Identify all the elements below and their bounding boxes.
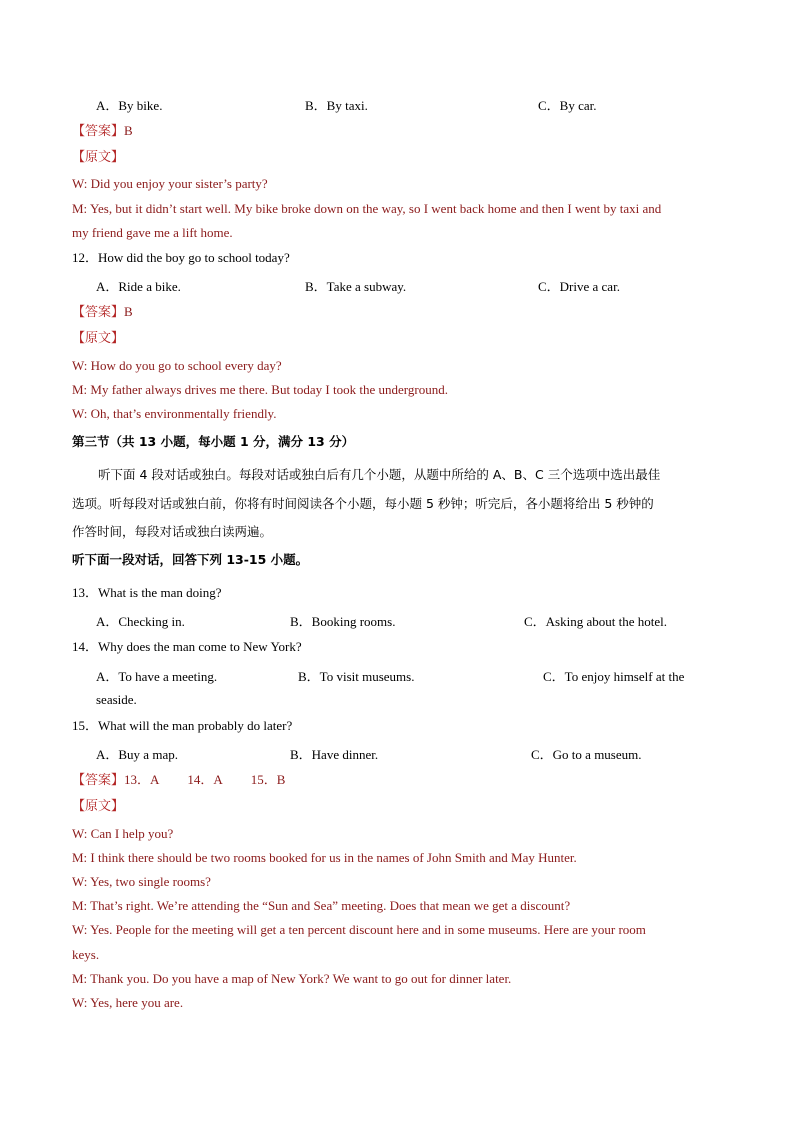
- q11-script-line: M: Yes, but it didn’t start well. My bike broke down on the way, so I went back home and then I went by taxi and: [72, 201, 662, 216]
- q12-script-line: W: Oh, that’s environmentally friendly.: [72, 406, 277, 421]
- q14-question: 14．Why does the man come to New York?: [72, 639, 302, 654]
- q11-option-b: B．By taxi.: [305, 98, 368, 113]
- instruction-line: 作答时间，每段对话或独白读两遍。: [72, 524, 273, 539]
- q12-question: 12．How did the boy go to school today?: [72, 250, 290, 265]
- q12-option-b: B．Take a subway.: [305, 279, 407, 294]
- q15-question: 15．What will the man probably do later?: [72, 718, 293, 733]
- q13-15-script-line: W: Can I help you?: [72, 826, 174, 841]
- q12-answer: [72, 303, 133, 322]
- answer-tag: 【答案】: [72, 305, 125, 320]
- q14-option-a: A．To have a meeting.: [96, 669, 218, 684]
- q14-option-b: B．To visit museums.: [298, 669, 415, 684]
- q11-script-line: W: Did you enjoy your sister’s party?: [72, 176, 268, 191]
- answer-value: 14．A: [187, 772, 223, 787]
- answer-tag: 【答案】: [72, 773, 125, 788]
- q15-option-c: C．Go to a museum.: [531, 747, 642, 762]
- q13-15-script-line: M: I think there should be two rooms booked for us in the names of John Smith and May Hunter.: [72, 850, 577, 865]
- q11-answer: [72, 122, 133, 141]
- q12-script-line: W: How do you go to school every day?: [72, 358, 282, 373]
- q15-option-b: B．Have dinner.: [290, 747, 379, 762]
- q13-15-script-line: W: Yes, two single rooms?: [72, 874, 211, 889]
- q15-option-a: A．Buy a map.: [96, 747, 178, 762]
- q13-15-script-line: M: That’s right. We’re attending the “Sun and Sea” meeting. Does that mean we get a discount?: [72, 898, 571, 913]
- answer-value: 13．A: [124, 772, 160, 787]
- q13-option-b: B．Booking rooms.: [290, 614, 396, 629]
- q13-option-c: C．Asking about the hotel.: [524, 614, 667, 629]
- instruction-line: 听下面 4 段对话或独白。每段对话或独白后有几个小题，从题中所给的 A、B、C 三个选项中选出最佳: [98, 467, 661, 482]
- q12-option-c: C．Drive a car.: [538, 279, 620, 294]
- q13-15-script-line: W: Yes. People for the meeting will get a ten percent discount here and in some museums. Here are your room: [72, 922, 646, 937]
- q14-option-c: C．To enjoy himself at the: [543, 669, 685, 684]
- q13-15-answer: [72, 771, 285, 790]
- answer-tag: 【答案】: [72, 124, 125, 139]
- q13-question: 13．What is the man doing?: [72, 585, 222, 600]
- q13-15-text-tag: 【原文】: [72, 799, 125, 814]
- q13-15-script-line: M: Thank you. Do you have a map of New York? We want to go out for dinner later.: [72, 971, 512, 986]
- answer-value: B: [124, 123, 133, 138]
- q12-script-line: M: My father always drives me there. But today I took the underground.: [72, 382, 448, 397]
- q11-script-line: my friend gave me a lift home.: [72, 225, 233, 240]
- q14-option-c-continued: seaside.: [96, 692, 137, 707]
- section3-heading: 第三节（共 13 小题，每小题 1 分，满分 13 分）: [72, 434, 355, 449]
- q11-option-c: C．By car.: [538, 98, 597, 113]
- instruction-line: 选项。听每段对话或独白前，你将有时间阅读各个小题，每小题 5 秒钟；听完后，各小题将给出 5 秒钟的: [72, 496, 654, 511]
- q11-option-a: A．By bike.: [96, 98, 163, 113]
- answer-value: 15．B: [250, 772, 286, 787]
- q13-15-script-line: keys.: [72, 947, 100, 962]
- section3-sub-heading: 听下面一段对话，回答下列 13-15 小题。: [72, 552, 309, 567]
- answer-value: B: [124, 304, 133, 319]
- q12-text-tag: 【原文】: [72, 331, 125, 346]
- section3-instructions: [72, 461, 722, 489]
- q13-option-a: A．Checking in.: [96, 614, 185, 629]
- q13-15-script-line: W: Yes, here you are.: [72, 995, 184, 1010]
- q11-text-tag: 【原文】: [72, 150, 125, 165]
- q12-option-a: A．Ride a bike.: [96, 279, 181, 294]
